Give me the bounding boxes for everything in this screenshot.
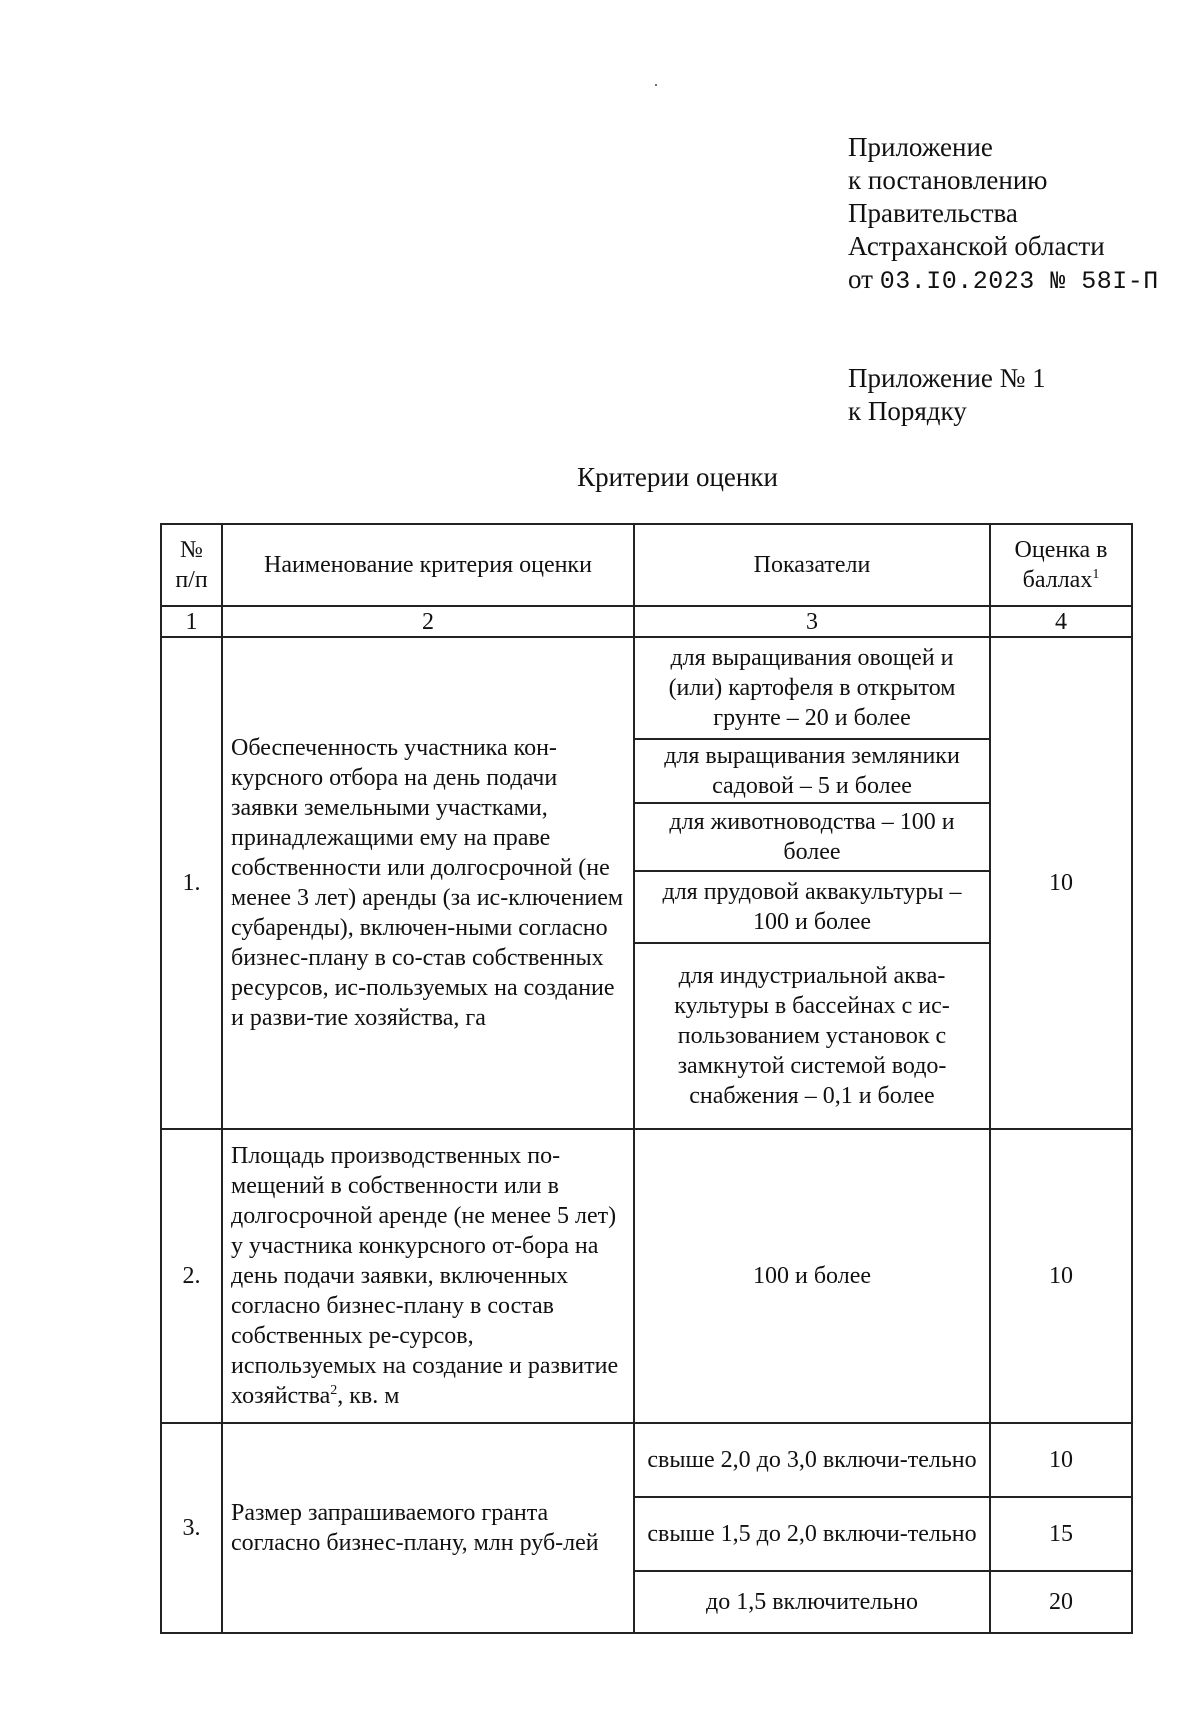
criterion-name <box>222 1129 634 1423</box>
date-stamp: 03.I0.2023 № 58I-П <box>879 267 1159 296</box>
indicator-cell: для выращивания овощей и (или) картофеля в открытом грунте – 20 и более <box>634 637 990 739</box>
score-cell: 10 <box>990 1129 1132 1423</box>
header-score-label: Оценка в баллах <box>1014 537 1108 593</box>
table-header-row <box>161 524 1132 606</box>
col-number: 2 <box>222 606 634 637</box>
appendix-order-header <box>848 362 1046 428</box>
appendix-line: Астраханской области <box>848 231 1105 261</box>
appendix2-line: Приложение № 1 <box>848 363 1046 393</box>
appendix-header <box>848 131 1159 298</box>
indicator-cell: 100 и более <box>634 1129 990 1423</box>
appendix-line: Правительства <box>848 198 1018 228</box>
footnote-mark: 1 <box>1092 567 1100 582</box>
header-score <box>990 524 1132 606</box>
indicator-cell: свыше 1,5 до 2,0 включи-тельно <box>634 1497 990 1571</box>
header-num: № п/п <box>161 524 222 606</box>
col-number: 1 <box>161 606 222 637</box>
table-row <box>161 1423 1132 1497</box>
header-indicators: Показатели <box>634 524 990 606</box>
score-cell: 20 <box>990 1571 1132 1633</box>
date-prefix: от <box>848 264 873 294</box>
table-row <box>161 1129 1132 1423</box>
appendix-line: к постановлению <box>848 165 1048 195</box>
criterion-name-unit: , кв. м <box>337 1383 400 1409</box>
score-cell: 10 <box>990 1423 1132 1497</box>
indicator-cell: свыше 2,0 до 3,0 включи-тельно <box>634 1423 990 1497</box>
indicator-cell: для прудовой аквакультуры – 100 и более <box>634 871 990 943</box>
score-cell: 10 <box>990 637 1132 1129</box>
document-title: Критерии оценки <box>577 462 778 492</box>
decree-date-line <box>848 263 1159 298</box>
criterion-name: Обеспеченность участника кон-курсного отбора на день подачи заявки земельными участками, принадлежащими ему на праве собственности или долгосрочной (не менее 3 лет) аренды (за ис-ключением субаренды), включен-ными согласно бизнес-плану в со-став собственных ресурсов, ис-пользуемых на создание и разви-тие хозяйства, га <box>222 637 634 1129</box>
criteria-table <box>160 523 1133 1634</box>
row-num: 2. <box>161 1129 222 1423</box>
scan-dot <box>655 84 657 86</box>
table-row <box>161 637 1132 739</box>
appendix2-line: к Порядку <box>848 396 967 426</box>
criterion-name: Размер запрашиваемого гранта согласно бизнес-плану, млн руб-лей <box>222 1423 634 1633</box>
header-name: Наименование критерия оценки <box>222 524 634 606</box>
footnote-mark: 2 <box>330 1383 338 1398</box>
score-cell: 15 <box>990 1497 1132 1571</box>
row-num: 3. <box>161 1423 222 1633</box>
col-number: 4 <box>990 606 1132 637</box>
indicator-cell: для животноводства – 100 и более <box>634 803 990 871</box>
indicator-cell: для выращивания земляники садовой – 5 и более <box>634 739 990 803</box>
col-number: 3 <box>634 606 990 637</box>
indicator-cell: для индустриальной аква-культуры в бассейнах с ис-пользованием установок с замкнутой системой водо-снабжения – 0,1 и более <box>634 943 990 1129</box>
indicator-cell: до 1,5 включительно <box>634 1571 990 1633</box>
column-number-row <box>161 606 1132 637</box>
appendix-line: Приложение <box>848 132 993 162</box>
row-num: 1. <box>161 637 222 1129</box>
criterion-name-text: Площадь производственных по-мещений в собственности или в долгосрочной аренде (не менее 5 лет) у участника конкурсного от-бора на день подачи заявки, включенных согласно бизнес-плану в состав собственных ре-сурсов, используемых на создание и развитие хозяйства <box>231 1143 619 1409</box>
